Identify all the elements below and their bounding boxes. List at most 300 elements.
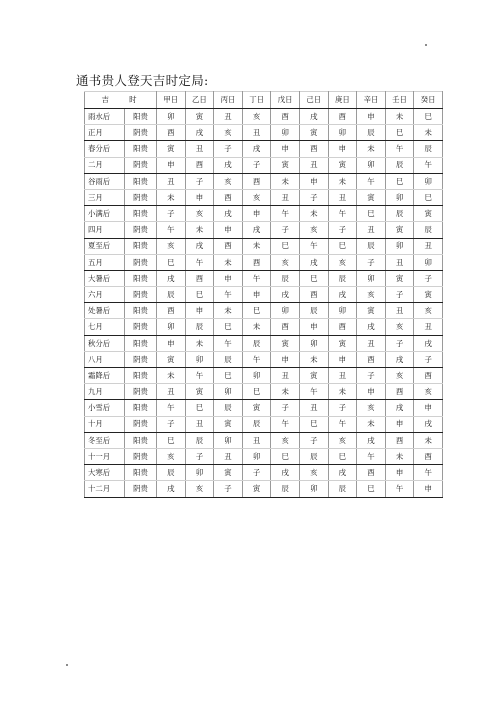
season-cell: 小满后 xyxy=(85,206,125,222)
noble-type-cell: 阳贵 xyxy=(125,303,157,319)
branch-cell: 戌 xyxy=(299,254,328,270)
branch-cell: 丑 xyxy=(328,368,357,384)
table-row xyxy=(85,206,443,222)
branch-cell: 丑 xyxy=(185,141,214,157)
branch-cell: 寅 xyxy=(357,303,386,319)
table-body xyxy=(85,109,443,498)
branch-cell: 酉 xyxy=(299,287,328,303)
branch-cell: 子 xyxy=(157,416,186,432)
season-cell: 五月 xyxy=(85,254,125,270)
table-row xyxy=(85,270,443,286)
branch-cell: 巳 xyxy=(271,448,300,464)
branch-cell: 亥 xyxy=(414,384,443,400)
branch-cell: 午 xyxy=(299,384,328,400)
noble-type-cell: 阴贵 xyxy=(125,254,157,270)
branch-cell: 卯 xyxy=(299,335,328,351)
branch-cell: 未 xyxy=(214,303,243,319)
branch-cell: 申 xyxy=(357,109,386,125)
branch-cell: 未 xyxy=(214,254,243,270)
branch-cell: 酉 xyxy=(357,351,386,367)
noble-type-cell: 阳贵 xyxy=(125,368,157,384)
branch-cell: 巳 xyxy=(299,416,328,432)
branch-cell: 辰 xyxy=(157,465,186,481)
branch-cell: 未 xyxy=(271,384,300,400)
branch-cell: 丑 xyxy=(414,238,443,254)
branch-cell: 卯 xyxy=(242,448,271,464)
branch-cell: 卯 xyxy=(328,125,357,141)
branch-cell: 戌 xyxy=(242,141,271,157)
branch-cell: 寅 xyxy=(271,335,300,351)
noble-type-cell: 阴贵 xyxy=(125,384,157,400)
branch-cell: 午 xyxy=(414,157,443,173)
season-cell: 夏至后 xyxy=(85,238,125,254)
branch-cell: 申 xyxy=(157,157,186,173)
branch-cell: 子 xyxy=(357,368,386,384)
branch-cell: 辰 xyxy=(385,157,414,173)
branch-cell: 酉 xyxy=(414,368,443,384)
branch-cell: 酉 xyxy=(157,125,186,141)
season-cell: 三月 xyxy=(85,189,125,205)
branch-cell: 寅 xyxy=(328,335,357,351)
branch-cell: 子 xyxy=(385,287,414,303)
branch-cell: 午 xyxy=(271,206,300,222)
noble-type-cell: 阴贵 xyxy=(125,319,157,335)
table-row xyxy=(85,173,443,189)
table-row xyxy=(85,448,443,464)
season-cell: 八月 xyxy=(85,351,125,367)
branch-cell: 申 xyxy=(328,351,357,367)
branch-cell: 辰 xyxy=(357,238,386,254)
branch-cell: 卯 xyxy=(414,254,443,270)
branch-cell: 寅 xyxy=(385,222,414,238)
page-speck-top xyxy=(425,44,427,46)
branch-cell: 巳 xyxy=(299,270,328,286)
noble-type-cell: 阳贵 xyxy=(125,141,157,157)
branch-cell: 酉 xyxy=(242,254,271,270)
branch-cell: 戌 xyxy=(385,400,414,416)
noble-type-cell: 阳贵 xyxy=(125,465,157,481)
branch-cell: 寅 xyxy=(214,416,243,432)
branch-cell: 辰 xyxy=(414,141,443,157)
branch-cell: 寅 xyxy=(299,125,328,141)
noble-type-cell: 阳贵 xyxy=(125,173,157,189)
branch-cell: 亥 xyxy=(328,254,357,270)
branch-cell: 卯 xyxy=(242,368,271,384)
table-row xyxy=(85,351,443,367)
branch-cell: 申 xyxy=(414,400,443,416)
table-header-row xyxy=(85,92,443,109)
header-day: 癸日 xyxy=(414,92,443,109)
table-row xyxy=(85,384,443,400)
noble-type-cell: 阳贵 xyxy=(125,400,157,416)
branch-cell: 申 xyxy=(328,141,357,157)
branch-cell: 戌 xyxy=(299,109,328,125)
branch-cell: 卯 xyxy=(299,481,328,497)
branch-cell: 卯 xyxy=(185,351,214,367)
branch-cell: 子 xyxy=(328,222,357,238)
branch-cell: 戌 xyxy=(328,287,357,303)
branch-cell: 午 xyxy=(271,416,300,432)
branch-cell: 子 xyxy=(299,189,328,205)
branch-cell: 子 xyxy=(214,481,243,497)
season-cell: 六月 xyxy=(85,287,125,303)
branch-cell: 巳 xyxy=(357,206,386,222)
branch-cell: 戌 xyxy=(271,287,300,303)
branch-cell: 午 xyxy=(214,335,243,351)
branch-cell: 亥 xyxy=(414,303,443,319)
branch-cell: 酉 xyxy=(271,319,300,335)
branch-cell: 申 xyxy=(299,173,328,189)
noble-type-cell: 阴贵 xyxy=(125,416,157,432)
season-cell: 十二月 xyxy=(85,481,125,497)
branch-cell: 寅 xyxy=(157,141,186,157)
season-cell: 秋分后 xyxy=(85,335,125,351)
branch-cell: 巳 xyxy=(157,432,186,448)
noble-type-cell: 阴贵 xyxy=(125,287,157,303)
branch-cell: 未 xyxy=(357,416,386,432)
branch-cell: 丑 xyxy=(357,222,386,238)
branch-cell: 酉 xyxy=(242,173,271,189)
branch-cell: 未 xyxy=(299,206,328,222)
season-cell: 大暑后 xyxy=(85,270,125,286)
branch-cell: 申 xyxy=(385,416,414,432)
noble-type-cell: 阳贵 xyxy=(125,270,157,286)
branch-cell: 寅 xyxy=(185,384,214,400)
branch-cell: 丑 xyxy=(242,125,271,141)
table-row xyxy=(85,319,443,335)
branch-cell: 丑 xyxy=(385,254,414,270)
branch-cell: 未 xyxy=(385,448,414,464)
branch-cell: 卯 xyxy=(157,319,186,335)
branch-cell: 辰 xyxy=(414,222,443,238)
noble-type-cell: 阳贵 xyxy=(125,238,157,254)
branch-cell: 亥 xyxy=(157,238,186,254)
branch-cell: 酉 xyxy=(385,432,414,448)
branch-cell: 亥 xyxy=(214,125,243,141)
branch-cell: 酉 xyxy=(185,157,214,173)
table-row xyxy=(85,416,443,432)
noble-type-cell: 阴贵 xyxy=(125,222,157,238)
branch-cell: 卯 xyxy=(357,157,386,173)
branch-cell: 午 xyxy=(157,222,186,238)
table-row xyxy=(85,400,443,416)
table-row xyxy=(85,481,443,497)
branch-cell: 丑 xyxy=(214,109,243,125)
branch-cell: 寅 xyxy=(385,270,414,286)
season-cell: 二月 xyxy=(85,157,125,173)
branch-cell: 巳 xyxy=(414,109,443,125)
season-cell: 谷雨后 xyxy=(85,173,125,189)
branch-cell: 寅 xyxy=(299,368,328,384)
branch-cell: 辰 xyxy=(385,206,414,222)
branch-cell: 辰 xyxy=(242,416,271,432)
table-row xyxy=(85,287,443,303)
branch-cell: 申 xyxy=(185,303,214,319)
season-cell: 处暑后 xyxy=(85,303,125,319)
branch-cell: 酉 xyxy=(328,319,357,335)
branch-cell: 丑 xyxy=(328,189,357,205)
page-speck-bottom xyxy=(66,664,68,666)
branch-cell: 未 xyxy=(185,335,214,351)
noble-type-cell: 阳贵 xyxy=(125,335,157,351)
branch-cell: 卯 xyxy=(414,173,443,189)
branch-cell: 巳 xyxy=(328,448,357,464)
branch-cell: 未 xyxy=(157,189,186,205)
branch-cell: 申 xyxy=(414,481,443,497)
branch-cell: 巳 xyxy=(385,125,414,141)
branch-cell: 午 xyxy=(214,287,243,303)
header-day: 丁日 xyxy=(242,92,271,109)
branch-cell: 巳 xyxy=(242,384,271,400)
branch-cell: 丑 xyxy=(357,335,386,351)
branch-cell: 午 xyxy=(157,400,186,416)
branch-cell: 卯 xyxy=(214,432,243,448)
season-cell: 小雪后 xyxy=(85,400,125,416)
branch-cell: 午 xyxy=(385,141,414,157)
branch-cell: 申 xyxy=(385,465,414,481)
branch-cell: 午 xyxy=(185,254,214,270)
branch-cell: 未 xyxy=(242,319,271,335)
branch-cell: 卯 xyxy=(328,303,357,319)
table-row xyxy=(85,141,443,157)
branch-cell: 巳 xyxy=(185,400,214,416)
branch-cell: 子 xyxy=(271,222,300,238)
branch-cell: 寅 xyxy=(242,400,271,416)
branch-cell: 酉 xyxy=(185,270,214,286)
branch-cell: 戌 xyxy=(185,238,214,254)
branch-cell: 巳 xyxy=(357,481,386,497)
branch-cell: 辰 xyxy=(214,351,243,367)
noble-type-cell: 阴贵 xyxy=(125,125,157,141)
branch-cell: 申 xyxy=(242,206,271,222)
branch-cell: 寅 xyxy=(414,287,443,303)
branch-cell: 未 xyxy=(328,173,357,189)
branch-cell: 戌 xyxy=(242,222,271,238)
header-day: 壬日 xyxy=(385,92,414,109)
noble-type-cell: 阴贵 xyxy=(125,189,157,205)
season-cell: 冬至后 xyxy=(85,432,125,448)
branch-cell: 辰 xyxy=(328,481,357,497)
branch-cell: 卯 xyxy=(385,238,414,254)
table-row xyxy=(85,254,443,270)
branch-cell: 寅 xyxy=(185,109,214,125)
branch-cell: 子 xyxy=(414,351,443,367)
branch-cell: 辰 xyxy=(328,270,357,286)
branch-cell: 寅 xyxy=(157,351,186,367)
season-cell: 霜降后 xyxy=(85,368,125,384)
branch-cell: 子 xyxy=(271,400,300,416)
branch-cell: 亥 xyxy=(385,368,414,384)
header-label: 吉 时 xyxy=(85,92,157,109)
branch-cell: 酉 xyxy=(157,303,186,319)
branch-cell: 午 xyxy=(328,206,357,222)
branch-cell: 丑 xyxy=(385,303,414,319)
noble-type-cell: 阴贵 xyxy=(125,448,157,464)
branch-cell: 巳 xyxy=(214,319,243,335)
table-row xyxy=(85,238,443,254)
branch-cell: 子 xyxy=(414,270,443,286)
branch-cell: 寅 xyxy=(214,465,243,481)
table-row xyxy=(85,465,443,481)
branch-cell: 戌 xyxy=(157,481,186,497)
branch-cell: 戌 xyxy=(328,465,357,481)
table-row xyxy=(85,157,443,173)
branch-cell: 寅 xyxy=(357,189,386,205)
season-cell: 四月 xyxy=(85,222,125,238)
branch-cell: 丑 xyxy=(299,157,328,173)
branch-cell: 亥 xyxy=(385,319,414,335)
season-cell: 春分后 xyxy=(85,141,125,157)
branch-cell: 未 xyxy=(414,432,443,448)
branch-cell: 戌 xyxy=(357,319,386,335)
branch-cell: 亥 xyxy=(357,287,386,303)
branch-cell: 子 xyxy=(185,173,214,189)
branch-cell: 亥 xyxy=(185,206,214,222)
branch-cell: 午 xyxy=(242,270,271,286)
branch-cell: 辰 xyxy=(299,303,328,319)
branch-cell: 酉 xyxy=(385,384,414,400)
branch-cell: 寅 xyxy=(414,206,443,222)
document-title: 通书贵人登天吉时定局: xyxy=(76,73,209,88)
noble-type-cell: 阳贵 xyxy=(125,206,157,222)
table-row xyxy=(85,303,443,319)
branch-cell: 戌 xyxy=(357,432,386,448)
branch-cell: 辰 xyxy=(271,270,300,286)
branch-cell: 巳 xyxy=(242,303,271,319)
branch-cell: 辰 xyxy=(271,481,300,497)
table-row xyxy=(85,222,443,238)
branch-cell: 未 xyxy=(299,351,328,367)
branch-cell: 午 xyxy=(185,368,214,384)
branch-cell: 未 xyxy=(185,222,214,238)
branch-cell: 午 xyxy=(242,351,271,367)
noble-type-cell: 阴贵 xyxy=(125,351,157,367)
branch-cell: 申 xyxy=(242,287,271,303)
branch-cell: 巳 xyxy=(214,368,243,384)
branch-cell: 子 xyxy=(242,465,271,481)
noble-type-cell: 阴贵 xyxy=(125,157,157,173)
header-day: 甲日 xyxy=(157,92,186,109)
branch-cell: 丑 xyxy=(242,432,271,448)
branch-cell: 申 xyxy=(357,384,386,400)
branch-cell: 酉 xyxy=(328,109,357,125)
branch-cell: 子 xyxy=(157,206,186,222)
branch-cell: 戌 xyxy=(271,465,300,481)
branch-cell: 亥 xyxy=(242,189,271,205)
branch-cell: 申 xyxy=(299,319,328,335)
branch-cell: 午 xyxy=(357,173,386,189)
branch-cell: 戌 xyxy=(157,270,186,286)
branch-cell: 戌 xyxy=(214,206,243,222)
branch-cell: 辰 xyxy=(185,319,214,335)
branch-cell: 戌 xyxy=(185,125,214,141)
branch-cell: 午 xyxy=(299,238,328,254)
branch-cell: 巳 xyxy=(157,254,186,270)
table-row xyxy=(85,368,443,384)
branch-cell: 亥 xyxy=(299,465,328,481)
branch-cell: 卯 xyxy=(157,109,186,125)
auspicious-hours-table xyxy=(84,91,443,498)
branch-cell: 巳 xyxy=(414,189,443,205)
table-row xyxy=(85,432,443,448)
branch-cell: 酉 xyxy=(214,238,243,254)
branch-cell: 子 xyxy=(185,448,214,464)
branch-cell: 辰 xyxy=(185,432,214,448)
branch-cell: 申 xyxy=(214,222,243,238)
branch-cell: 未 xyxy=(357,141,386,157)
branch-cell: 午 xyxy=(414,465,443,481)
header-day: 辛日 xyxy=(357,92,386,109)
branch-cell: 巳 xyxy=(328,238,357,254)
header-day: 戊日 xyxy=(271,92,300,109)
branch-cell: 未 xyxy=(414,125,443,141)
season-cell: 十月 xyxy=(85,416,125,432)
branch-cell: 丑 xyxy=(271,368,300,384)
branch-cell: 辰 xyxy=(299,448,328,464)
table-row xyxy=(85,189,443,205)
branch-cell: 酉 xyxy=(271,109,300,125)
branch-cell: 酉 xyxy=(357,465,386,481)
noble-type-cell: 阴贵 xyxy=(125,481,157,497)
season-cell: 七月 xyxy=(85,319,125,335)
branch-cell: 戌 xyxy=(414,335,443,351)
noble-type-cell: 阳贵 xyxy=(125,432,157,448)
branch-cell: 戌 xyxy=(385,351,414,367)
branch-cell: 亥 xyxy=(242,109,271,125)
branch-cell: 亥 xyxy=(271,432,300,448)
branch-cell: 子 xyxy=(385,335,414,351)
branch-cell: 辰 xyxy=(214,400,243,416)
branch-cell: 寅 xyxy=(328,157,357,173)
branch-cell: 戌 xyxy=(414,416,443,432)
branch-cell: 卯 xyxy=(214,384,243,400)
branch-cell: 未 xyxy=(271,173,300,189)
table-row xyxy=(85,335,443,351)
table-row xyxy=(85,109,443,125)
branch-cell: 卯 xyxy=(185,465,214,481)
branch-cell: 丑 xyxy=(271,189,300,205)
branch-cell: 子 xyxy=(242,157,271,173)
season-cell: 大寒后 xyxy=(85,465,125,481)
noble-type-cell: 阳贵 xyxy=(125,109,157,125)
branch-cell: 未 xyxy=(385,109,414,125)
branch-cell: 酉 xyxy=(214,189,243,205)
branch-cell: 申 xyxy=(271,351,300,367)
branch-cell: 未 xyxy=(157,368,186,384)
branch-cell: 申 xyxy=(185,189,214,205)
table-row xyxy=(85,125,443,141)
branch-cell: 丑 xyxy=(299,400,328,416)
branch-cell: 未 xyxy=(328,384,357,400)
branch-cell: 亥 xyxy=(299,222,328,238)
branch-cell: 子 xyxy=(214,141,243,157)
season-cell: 雨水后 xyxy=(85,109,125,125)
branch-cell: 巳 xyxy=(185,287,214,303)
branch-cell: 午 xyxy=(357,448,386,464)
branch-cell: 巳 xyxy=(271,238,300,254)
header-day: 乙日 xyxy=(185,92,214,109)
branch-cell: 卯 xyxy=(357,270,386,286)
branch-cell: 丑 xyxy=(157,173,186,189)
season-cell: 正月 xyxy=(85,125,125,141)
header-day: 己日 xyxy=(299,92,328,109)
branch-cell: 申 xyxy=(271,141,300,157)
branch-cell: 午 xyxy=(328,416,357,432)
header-day: 丙日 xyxy=(214,92,243,109)
branch-cell: 酉 xyxy=(299,141,328,157)
branch-cell: 午 xyxy=(385,481,414,497)
branch-cell: 亥 xyxy=(328,432,357,448)
